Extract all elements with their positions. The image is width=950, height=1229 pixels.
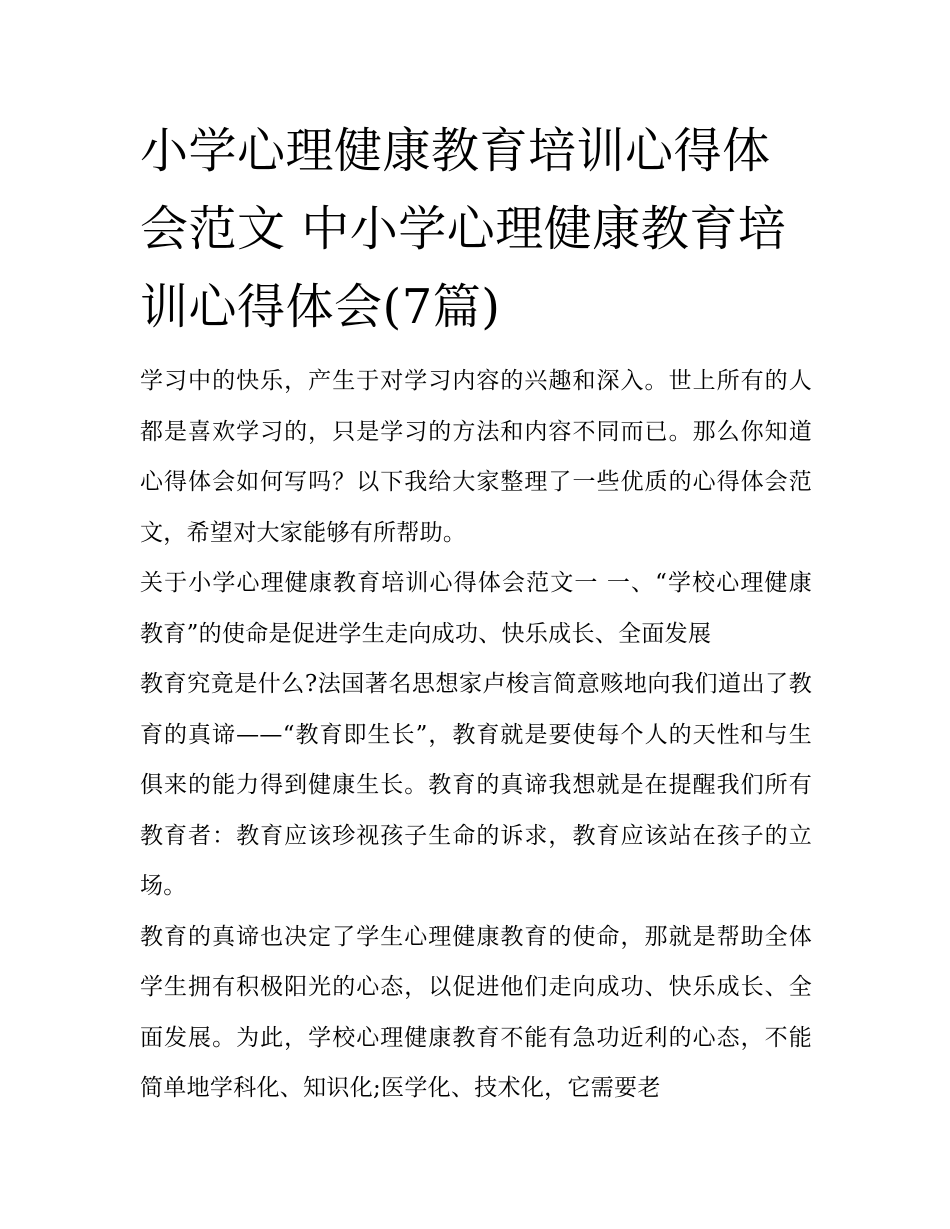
document-title: 小学心理健康教育培训心得体会范文 中小学心理健康教育培训心得体会(7篇)	[140, 123, 787, 335]
body-paragraph-1: 教育究竟是什么?法国著名思想家卢梭言简意赅地向我们道出了教育的真谛——“教育即生长”，教育就是要使每个人的天性和与生俱来的能力得到健康生长。教育的真谛我想就是在提醒我们所有教育者：教育应该珍视孩子生命的诉求，教育应该站在孩子的立场。	[140, 671, 812, 899]
section-heading-paragraph: 关于小学心理健康教育培训心得体会范文一 一、“学校心理健康教育”的使命是促进学生走向成功、快乐成长、全面发展	[140, 570, 812, 647]
document-page	[140, 112, 812, 1114]
body-paragraph-2: 教育的真谛也决定了学生心理健康教育的使命，那就是帮助全体学生拥有积极阳光的心态，以促进他们走向成功、快乐成长、全面发展。为此，学校心理健康教育不能有急功近利的心态，不能简单地学科化、知识化;医学化、技术化，它需要老	[140, 923, 812, 1101]
intro-paragraph: 学习中的快乐，产生于对学习内容的兴趣和深入。世上所有的人都是喜欢学习的，只是学习的方法和内容不同而已。那么你知道心得体会如何写吗？以下我给大家整理了一些优质的心得体会范文，希望对大家能够有所帮助。	[140, 368, 812, 546]
